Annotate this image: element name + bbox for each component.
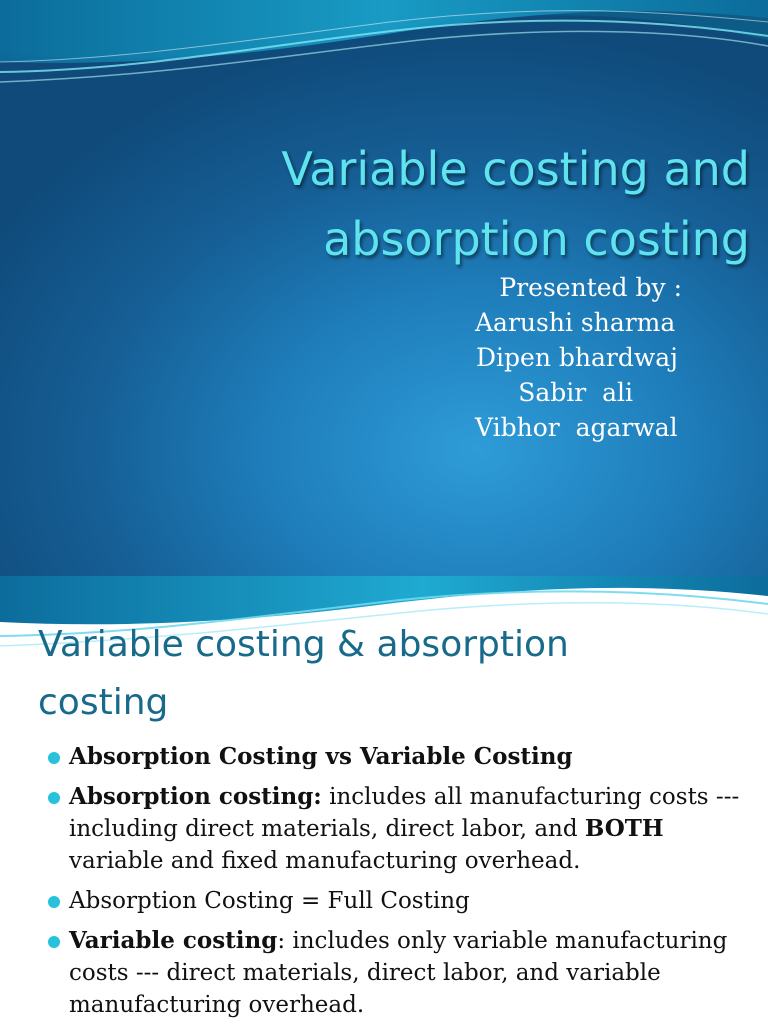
bullet-dot-icon	[48, 896, 60, 908]
bullet-text: variable and fixed manufacturing overhead.	[69, 848, 581, 874]
bullet-bold: Absorption costing:	[69, 783, 322, 810]
bullet-bold: Absorption Costing vs Variable Costing	[69, 743, 573, 770]
presenter-name: Vibhor agarwal	[475, 413, 678, 442]
presenter-name: Aarushi sharma	[475, 308, 676, 337]
presenters-block	[380, 270, 690, 445]
bullet-item	[48, 741, 748, 773]
bullet-list	[48, 741, 748, 1024]
bullet-item	[48, 885, 748, 917]
presenter-name: Dipen bhardwaj	[476, 343, 678, 372]
bullet-text: Absorption Costing = Full Costing	[69, 888, 470, 914]
bullet-dot-icon	[48, 936, 60, 948]
slide1-title-line1: Variable costing and	[281, 142, 750, 196]
bullet-dot-icon	[48, 752, 60, 764]
bullet-text: includes all manufacturing costs --- including direct materials, direct labor, and	[69, 784, 740, 842]
bullet-dot-icon	[48, 792, 60, 804]
presenter-name: Sabir ali	[518, 378, 633, 407]
slide2-title	[38, 616, 738, 732]
bullet-bold-emphasis: BOTH	[584, 815, 664, 842]
presented-by-label: Presented by :	[499, 273, 682, 302]
bullet-text: : includes only variable manufacturing costs --- direct materials, direct labor, and variable manufacturing overhead.	[69, 928, 728, 1018]
bullet-item	[48, 925, 748, 1021]
slide2-title-line2: costing	[38, 682, 169, 723]
slide-content	[0, 576, 768, 1024]
bullet-bold: Variable costing	[69, 927, 278, 954]
slide1-title-line2: absorption costing	[323, 212, 750, 266]
bullet-item	[48, 781, 748, 877]
slide2-title-line1: Variable costing & absorption	[38, 624, 569, 665]
slide1-title	[150, 134, 750, 274]
